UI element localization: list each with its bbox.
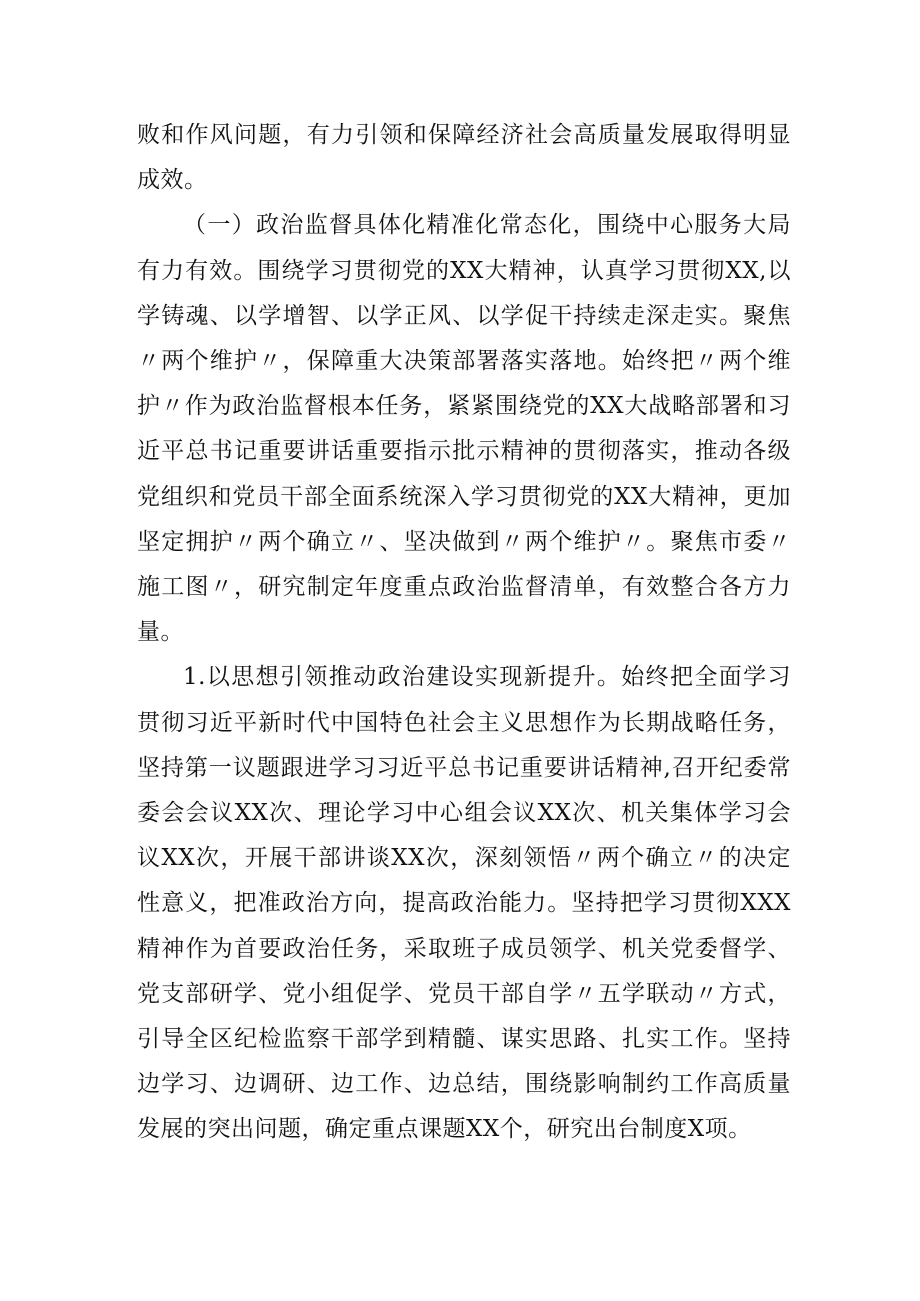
document-body [137,113,791,1153]
paragraph-continuation: 败和作风问题，有力引领和保障经济社会高质量发展取得明显成效。 [137,122,791,194]
paragraph-ideological-leadership: 1.以思想引领推动政治建设实现新提升。始终把全面学习贯彻习近平新时代中国特色社会主义思想作为长期战略任务，坚持第一议题跟进学习习近平总书记重要讲话精神,召开纪委常委会会议XX次、理论学习中心组会议XX次、机关集体学习会议XX次，开展干部讲谈XX次，深刻领悟〃两个确立〃的决定性意义，把准政治方向，提高政治能力。坚持把学习贯彻XXX精神作为首要政治任务，采取班子成员领学、机关党委督学、党支部研学、党小组促学、党员干部自学〃五学联动〃方式，引导全区纪检监察干部学到精髓、谋实思路、扎实工作。坚持边学习、边调研、边工作、边总结，围绕影响制约工作高质量发展的突出问题，确定重点课题XX个，研究出台制度X项。 [137,664,791,1143]
paragraph-political-supervision: （一）政治监督具体化精准化常态化，围绕中心服务大局有力有效。围绕学习贯彻党的XX大精神，认真学习贯彻XX,以学铸魂、以学增智、以学正风、以学促干持续走深走实。聚焦〃两个维护〃，保障重大决策部署落实落地。始终把〃两个维护〃作为政治监督根本任务，紧紧围绕党的XX大战略部署和习近平总书记重要讲话重要指示批示精神的贯彻落实，推动各级党组织和党员干部全面系统深入学习贯彻党的XX大精神，更加坚定拥护〃两个确立〃、坚决做到〃两个维护〃。聚焦市委〃施工图〃，研究制定年度重点政治监督清单，有效整合各方力量。 [137,212,791,646]
